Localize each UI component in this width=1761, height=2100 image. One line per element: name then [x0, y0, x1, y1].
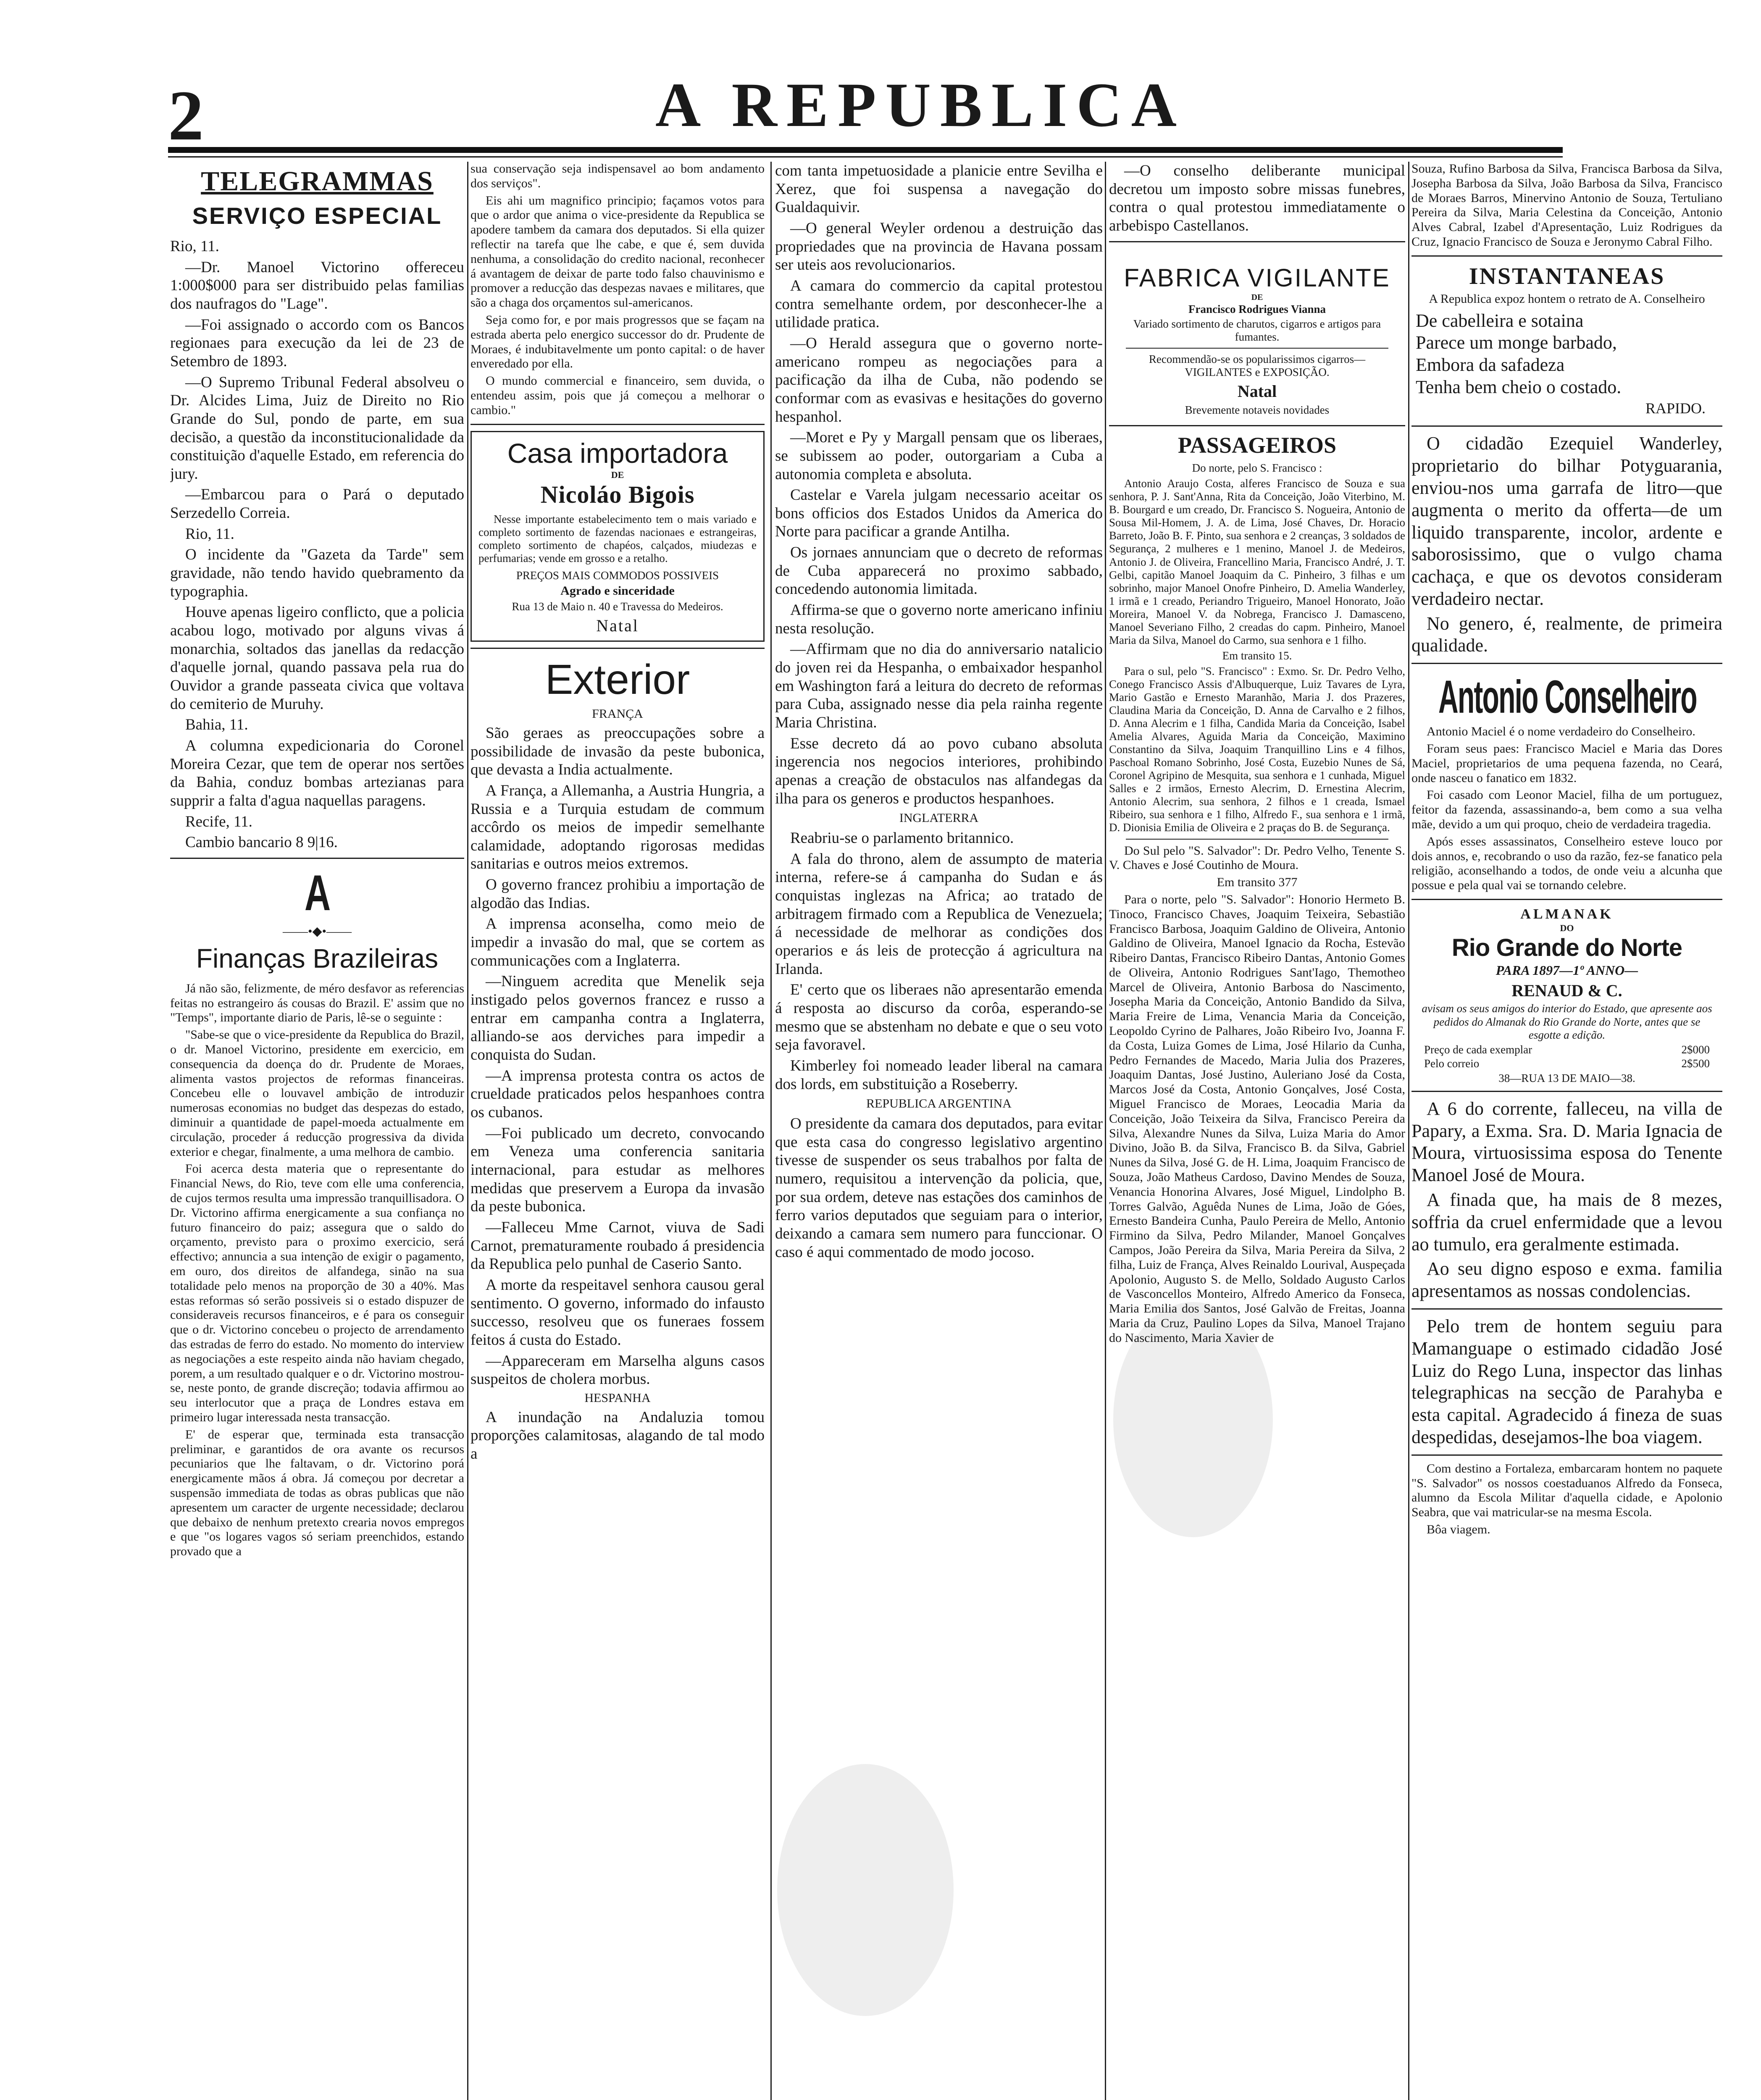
- financas-paragraph: E' de esperar que, terminada esta transacção preliminar, e garantidos de ora avante os recursos pecuniarios que lhe faltavam, o dr. Victorino porá energicamente mãos á obra. Já começou por decretar a suspensão immediata de todas as obras publicas que não apresentem um caracter de urgente necessidade; declarou que debaixo de nenhum pretexto crearia novos empregos e que "os logares vagos só seriam preenchidos, estando provado que a: [170, 1427, 464, 1559]
- financas-continued: Eis ahi um magnifico principio; façamos votos para que o ardor que anima o vice-presidente da Republica se apodere tambem da camara dos deputados. Si ella quizer reflectir na tarefa que lhe cabe, e que é, sem duvida nenhuma, a consolidação do credito nacional, reconhecer á avantagem de deixar de parte todo falso chauvinismo e promover a reducção das despezas navaes e militares, que são a chaga dos orçamentos sul-americanos.: [470, 193, 765, 310]
- obituary-paragraph: A finada que, ha mais de 8 mezes, soffria da cruel enfermidade que a levou ao tumulo, era geralmente estimada.: [1411, 1189, 1722, 1255]
- exterior-paragraph: O governo francez prohibiu a importação de algodão das Indias.: [470, 876, 765, 912]
- telegram-paragraph: —Dr. Manoel Victorino offereceu 1:000$000 para ser distribuido pelas familias dos naufragos do "Lage".: [170, 258, 464, 312]
- almanak-notice: avisam os seus amigos do interior do Estado, que apresente aos pedidos do Almanak do Rio Grande do Norte, antes que se esgotte a edição.: [1422, 1002, 1712, 1041]
- hespanha-paragraph: A inundação na Andaluzia tomou proporções calamitosas, alagando de tal modo a: [470, 1408, 765, 1462]
- section-divider: [1109, 425, 1405, 426]
- page-stain: [1113, 1302, 1273, 1537]
- almanak-price-row: [1424, 1043, 1710, 1056]
- conselheiro-paragraph: Foram seus paes: Francisco Maciel e Maria das Dores Maciel, proprietarios de uma pequena fazenda, no Ceará, onde nasceu o fanatico em 1832.: [1411, 742, 1722, 785]
- page-number: 2: [168, 76, 204, 155]
- page-stain: [777, 1764, 954, 2016]
- passageiros-heading: PASSAGEIROS: [1178, 433, 1337, 458]
- wanderley-paragraph: O cidadão Ezequiel Wanderley, proprietario do bilhar Potyguarania, enviou-nos uma garrafa de litro—que augmenta o merito da offerta—de um liquido transparente, incolor, ardente e saborosissimo, que o vulgo chama cachaça, e que os devotos consideram verdadeiro nectar.: [1411, 433, 1722, 609]
- column-divider: [1408, 162, 1409, 2100]
- post-value: 2$500: [1681, 1057, 1710, 1070]
- almanak-year: PARA 1897—1º ANNO—: [1496, 962, 1638, 978]
- ad-city: Natal: [596, 616, 639, 635]
- financas-paragraph: "Sabe-se que o vice-presidente da Republica do Brazil, o dr. Manoel Victorino, presidente em exercicio, em consequencia da doença do dr. Prudente de Moraes, alimenta vastos projectos de reformas financeiras. Concebeu elle o louvavel ambição de introduzir numerosas economias no budget das despezas do estado, diminuir a quantidade de papel-moeda actualmente em circulação, proceder á reducção progressiva da divida exterior e chegar, finalmente, a uma melhora de cambio.: [170, 1028, 464, 1159]
- obituary-paragraph: Ao seu digno esposo e exma. familia apresentamos as nossas condolencias.: [1411, 1258, 1722, 1302]
- exterior-paragraph: —O general Weyler ordenou a destruição das propriedades que na provincia de Havana possam ser uteis aos revolucionarios.: [775, 219, 1103, 274]
- fabrica-city: Natal: [1237, 382, 1277, 401]
- section-divider: [170, 858, 464, 859]
- trem-paragraph: Pelo trem de hontem seguiu para Mamanguape o estimado cidadão José Luiz do Rego Luna, inspector das linhas telegraphicas na secção de Parahyba e esta capital. Agradecido á fineza de suas despedidas, desejamos-lhe boa viagem.: [1411, 1315, 1722, 1447]
- telegram-paragraph: Houve apenas ligeiro conflicto, que a policia acabou logo, motivado por alguns vivas á monarchia, soltados das janellas da redacção d'aquelle jornal, quando passava pela rua do Ouvidor a grande passeata civica que voltava do cemiterio de Muruhy.: [170, 604, 464, 713]
- inglaterra-paragraph: A fala do throno, alem de assumpto de materia interna, refere-se á campanha do Sudan e ás conquistas inglezas na Africa; ao tratado de arbitragem firmado com a Republica de Venezuela; á necessidade de melhorar as condições dos operarios e ás leis de protecção á agricultura na Irlanda.: [775, 850, 1103, 978]
- poem-signature: RAPIDO.: [1645, 399, 1706, 417]
- section-divider: [1109, 241, 1405, 242]
- exterior-paragraph: com tanta impetuosidade a planicie entre Sevilha e Xerez, que foi suspensa a navegação do Gualdaquivir.: [775, 162, 1103, 216]
- column-1: [170, 162, 464, 2100]
- telegram-paragraph: —Foi assignado o accordo com os Bancos regionaes para execução da lei de 23 de Setembro de 1893.: [170, 316, 464, 370]
- fabrica-line: Brevemente notaveis novidades: [1185, 404, 1330, 417]
- conselheiro-heading-wrap: [1411, 670, 1722, 724]
- exterior-paragraph: —O Herald assegura que o governo norte-americano rompeu as negociações para a pacificação da ilha de Cuba, não podendo se conformar com as evasivas e hesitações do governo hespanhol.: [775, 334, 1103, 425]
- financas-paragraph: Foi acerca desta materia que o representante do Financial News, do Rio, teve com elle uma conferencia, de cujos termos resulta uma impressão tranquillisadora. O Dr. Victorino affirma energicamente a sua confiança no futuro financeiro do paiz; assegura que o saldo do orçamento, previsto para o proximo exercicio, será effectivo; annuncia a sua intenção de exigir o pagamento, em ouro, dos direitos de alfandega, sinão na sua totalidade pelo menos na proporção de 30 a 40%. Mas estas reformas só serão possiveis si o estado dispuzer de consideraveis recursos financeiros, e é para os conseguir que o dr. Victorino concebeu o projecto de arrendamento das estradas de ferro do estado. No momento do interview as negociações a este respeito ainda não haviam chegado, porem, a um resultado qualquer e o dr. Victorino mostrou-se, neste ponto, de grande discreção; todavia affirmou ao seu interlocutor que a praça de Londres estava em primeiro lugar interessada nesta transacção.: [170, 1162, 464, 1424]
- section-divider: [1411, 425, 1722, 427]
- exterior-paragraph: Affirma-se que o governo norte americano infiniu nesta resolução.: [775, 601, 1103, 637]
- exterior-paragraph: —Ninguem acredita que Menelik seja instigado pelos governos francez e russo a entrar em campanha contra a Inglaterra, alliando-se aos derviches para impedir a conquista do Sudan.: [470, 973, 765, 1064]
- exterior-paragraph: —Moret e Py y Margall pensam que os liberaes, se subissem ao poder, outorgariam a Cuba a autonomia completa e absoluta.: [775, 429, 1103, 483]
- section-divider: [470, 648, 765, 649]
- hespanha-heading: HESPANHA: [584, 1391, 651, 1405]
- section-divider: [1411, 899, 1722, 900]
- fabrica-owner: Francisco Rodrigues Vianna: [1188, 303, 1326, 316]
- exterior-paragraph: —Falleceu Mme Carnot, viuva de Sadi Carnot, prematuramente roubado á presidencia da Republica pelo punhal de Caserio Santo.: [470, 1218, 765, 1273]
- telegram-paragraph: O incidente da "Gazeta da Tarde" sem gravidade, não tendo havido quebramento da typographia.: [170, 546, 464, 600]
- instantaneas-heading: INSTANTANEAS: [1469, 263, 1665, 289]
- financas-continued: sua conservação seja indispensavel ao bom andamento dos serviços".: [470, 162, 765, 190]
- fabrica-line: Variado sortimento de charutos, cigarros e artigos para fumantes.: [1133, 318, 1381, 344]
- column-divider: [770, 162, 772, 2100]
- post-label: Pelo correio: [1424, 1057, 1480, 1070]
- section-divider: [1411, 663, 1722, 664]
- ad-title: Casa importadora: [507, 437, 728, 469]
- poem: [1416, 310, 1722, 399]
- ad-service: Agrado e sinceridade: [560, 584, 675, 598]
- financas-paragraph: Já não são, felizmente, de méro desfavor as referencias feitas no estrangeiro ás cousas do Brazil. E' assim que no "Temps", importante diario de Paris, lê-se o seguinte :: [170, 981, 464, 1025]
- poem-line: Parece um monge barbado,: [1416, 332, 1617, 353]
- inglaterra-heading: INGLATERRA: [899, 811, 979, 825]
- section-divider: [1411, 1308, 1722, 1310]
- exterior-paragraph: —O conselho deliberante municipal decretou um imposto sobre missas funebres, contra o qual protestou immediatamente o arbebispo Castellanos.: [1109, 162, 1405, 234]
- passageiros-paragraph: Do norte, pelo S. Francisco :: [1192, 462, 1322, 475]
- inglaterra-paragraph: Kimberley foi nomeado leader liberal na camara dos lords, em substituição a Roseberry.: [775, 1057, 1103, 1093]
- exterior-paragraph: Castelar e Varela julgam necessario aceitar os bons officios dos Estados Unidos da America do Norte para pacificar a grande Antilha.: [775, 486, 1103, 541]
- poem-line: Tenha bem cheio o costado.: [1416, 377, 1622, 398]
- fabrica-title: FABRICA VIGILANTE: [1124, 263, 1390, 292]
- exterior-paragraph: —Appareceram em Marselha alguns casos suspeitos de cholera morbus.: [470, 1352, 765, 1388]
- passageiros-paragraph: Antonio Araujo Costa, alferes Francisco de Souza e sua senhora, P. J. Sant'Anna, Rita da Conceição, João Viterbino, M. B. Bourgard e um creado, Dr. Francisco S. Nogueira, Antonio de Sousa Mil-Homem, J. A. de Lima, José Chaves, Dr. Horacio Barreto, João B. F. Pinto, sua senhora e 2 creanças, 3 soldados de Segurança, 2 mulheres e 1 menino, Manoel J. de Medeiros, Antonio J. de Oliveira, Francellino Maria, Francisco André, J. T. Gelbi, capitão Manoel Joaquim da C. Pinheiro, 3 filhas e um sobrinho, major Manoel Onofre Pinheiro, D. Amelia Wanderley, 1 irmã e 1 creado, Periandro Trigueiro, Manoel Honorato, João Moreira, Manoel V. da Nobrega, Francisco J. Damasceno, Manoel Severiano Filho, 2 creadas do capm. Pinheiro, Manoel Maria da Silva, Manoel do Carmo, sua senhora e 1 filho.: [1109, 477, 1405, 646]
- column-4: [1109, 162, 1405, 2100]
- column-2: [470, 162, 765, 2100]
- price-value: 2$000: [1681, 1043, 1710, 1056]
- almanak-address: 38—RUA 13 DE MAIO—38.: [1498, 1071, 1635, 1084]
- ornament-divider: ——•◆•——: [282, 924, 352, 938]
- ad-prices: PREÇOS MAIS COMMODOS POSSIVEIS: [516, 569, 719, 582]
- exterior-paragraph: A imprensa aconselha, como meio de impedir a invasão do mal, que se cortem as communicações com a Inglaterra.: [470, 915, 765, 969]
- exterior-paragraph: A morte da respeitavel senhora causou geral sentimento. O governo, informado do infausto successo, resolveu que os funeraes fossem feitos á custa do Estado.: [470, 1276, 765, 1349]
- section-divider: [1411, 255, 1722, 257]
- telegram-paragraph: Cambio bancario 8 9|16.: [185, 834, 338, 851]
- ad-de: DE: [611, 470, 624, 480]
- exterior-paragraph: —Foi publicado um decreto, convocando em Veneza uma conferencia sanitaria internacional, para estudar as melhores medidas que preservem a Europa da invasão da peste bubonica.: [470, 1124, 765, 1215]
- casa-importadora-ad: [470, 431, 765, 642]
- telegrammas-heading: TELEGRAMMAS: [201, 166, 434, 197]
- instantaneas-intro: A Republica expoz hontem o retrato de A. Conselheiro: [1429, 291, 1705, 306]
- column-5: [1411, 162, 1722, 2100]
- financas-continued: O mundo commercial e financeiro, sem duvida, o entendeu assim, pois que já começou a melhorar o cambio.": [470, 374, 765, 417]
- republica-heading-wrap: [170, 865, 464, 921]
- conselheiro-paragraph: Foi casado com Leonor Maciel, filha de um portuguez, feitor da fazenda, assassinando-a, bem como a sua velha mãe, devido a um qui proquo, cheio de verdadeira tragedia.: [1411, 788, 1722, 832]
- passageiros-paragraph: Para o sul, pelo "S. Francisco" : Exmo. Sr. Dr. Pedro Velho, Conego Francisco Assis d'Albuquerque, Luiz Tavares de Lyra, Mario Gastão e Ernesto Maranhão, Maria J. dos Prazeres, Claudina Maria da Conceição, D. Anna de Carvalho e 2 filhos, D. Anna Alecrim e 1 filha, Candida Maria da Conceição, Isabel Amelia Alvares, Aguida Maria da Conceição, Maximino Constantino da Silva, Joaquim Tranquillino Lins e 4 filhos, Paschoal Romano Sobrinho, José Costa, Euzebio Nunes de Sá, Coronel Agripino de Mesquita, sua senhora e 1 cunhada, Miguel Salles e 2 irmãos, Ernesto Alecrim, D. Ernestina Alecrim, Antonio Alecrim, sua senhora, 2 filhos e 1 creada, Ismael Ribeiro, sua senhora e 1 filho, Alfredo F., sua senhora e 1 irmã, D. Dionisia Emilia de Oliveira e 2 praças do B. de Segurança.: [1109, 664, 1405, 834]
- exterior-paragraph: Esse decreto dá ao povo cubano absoluta ingerencia nos negocios interiores, prohibindo apenas a creação de obstaculos nas alfandegas da ilha para os generos e productos hespanhoes.: [775, 735, 1103, 807]
- poem-line: De cabelleira e sotaina: [1416, 310, 1584, 331]
- telegram-paragraph: —O Supremo Tribunal Federal absolveu o Dr. Alcides Lima, Juiz de Direito no Rio Grande do Sul, pondo de parte, em sua decisão, a questão da inconstitucionalidade da constituição d'aquelle Estado, em referencia do jury.: [170, 373, 464, 483]
- exterior-paragraph: A França, a Allemanha, a Austria Hungria, a Russia e a Turquia estudam de commum accôrdo os meios de impedir semelhante calamidade, adoptando rigorosas medidas sanitarias e outros meios extremos.: [470, 782, 765, 873]
- exterior-paragraph: A camara do commercio da capital protestou contra semelhante ordem, por desconhecer-lhe a utilidade pratica.: [775, 277, 1103, 331]
- almanak-do: DO: [1560, 923, 1574, 934]
- telegram-paragraph: Rio, 11.: [170, 237, 219, 255]
- exterior-paragraph: —Affirmam que no dia do anniversario natalicio do joven rei da Hespanha, o embaixador hespanhol em Washington fará a leitura do decreto de reformas para Cuba, assignado nesse dia pela rainha regente Maria Christina.: [775, 640, 1103, 732]
- almanak-post-row: [1424, 1057, 1710, 1070]
- masthead-rule-thin: [168, 156, 1563, 158]
- ad-address: Rua 13 de Maio n. 40 e Travessa do Medeiros.: [512, 600, 723, 613]
- passageiros-paragraph: Em transito 15.: [1222, 649, 1292, 662]
- section-divider: [1411, 1454, 1722, 1456]
- passageiros-paragraph: Para o norte, pelo "S. Salvador": Honorio Hermeto B. Tinoco, Francisco Chaves, Joaquim Teixeira, Sebastião Francisco Barbosa, Joaquim Galdino de Oliveira, Antonio Galdino de Oliveira, Manoel Ignacio da Rocha, Estevão Ribeiro Dantas, Francisco Ribeiro Dantas, Antonio Gomes de Oliveira, Antonio Rodrigues Sant'Iago, Themotheo Marcel de Oliveira, Antonio Barbosa do Nascimento, Josepha Maria da Conceição, Antonio Bandido da Silva, Maria Freire de Lima, Venancia Maria da Conceição, Leopoldo Cyrino de Palhares, João Ribeiro Ivo, Joanna F. da Costa, Luiza Gomes de Lima, José Hilario da Cunha, Pedro Fernandes de Macedo, Maria Julia dos Prazeres, Joaquim Dantas, José Justino, Auleriano José da Costa, Marcos José da Costa, Antonio Gonçalves, José Costa, Miguel Francisco de Moraes, Leocadia Maria da Conceição, João Teixeira da Silva, Francisco Pereira da Silva, Alexandre Nunes da Silva, Luiza Maria do Amor Divino, João B. da Silva, Francisco B. da Silva, Gabriel Nunes da Silva, José G. de H. Lima, Joaquim Francisco de Souza, João Matheus Cardoso, Davino Mendes de Souza, Venancia Honorina Alvares, José Miguel, Lindolpho B. Torres Galvão, Aguêda Nunes de Lima, João de Góes, Ernesto Bandeira Cunha, Paulo Pereira de Mello, Antonio Firmino da Silva, Pedro Milander, Manoel Gonçalves Campos, João Pereira da Silva, Maria Pereira da Silva, 2 filha, Luiz de França, Alves Reinaldo Lourival, Auspeçada Apolonio, Augusto S. de Mello, Soldado Augusto Carlos de Vasconcellos Monteiro, Alfredo Americo da Fonseca, Maria Emilia dos Santos, José Galvão de Freitas, Joanna Maria da Cruz, Paulino Lopes da Silva, Manoel Trajano do Nascimento, Maria Xavier de: [1109, 892, 1405, 1345]
- almanak-publisher: RENAUD & C.: [1511, 981, 1622, 1000]
- almanak-name: Rio Grande do Norte: [1451, 934, 1682, 962]
- passageiros-paragraph: Do Sul pelo "S. Salvador": Dr. Pedro Velho, Tenente S. V. Chaves e José Coutinho de Moura.: [1109, 843, 1405, 872]
- column-divider: [467, 162, 468, 2100]
- fortaleza-paragraph: Com destino a Fortaleza, embarcaram hontem no paquete "S. Salvador" os nossos coestaduanos Alfredo da Fonseca, alumno da Escola Militar d'aquella cidade, e Apolonio Seabra, que vai matricular-se na mesma Escola.: [1411, 1461, 1722, 1520]
- section-divider: [470, 424, 765, 425]
- ad-owner: Nicoláo Bigois: [540, 481, 695, 509]
- almanak-ad: [1411, 906, 1722, 1085]
- section-divider: [1411, 1091, 1722, 1092]
- conselheiro-paragraph: Antonio Maciel é o nome verdadeiro do Conselheiro.: [1427, 724, 1695, 739]
- wanderley-paragraph: No genero, é, realmente, de primeira qualidade.: [1411, 613, 1722, 656]
- masthead-rule: [168, 147, 1563, 153]
- thin-divider: [1126, 348, 1388, 349]
- fabrica-vigilante-ad: [1109, 263, 1405, 417]
- ad-body: Nesse importante estabelecimento tem o mais variado e completo sortimento de fazendas nacionaes e estrangeiras, completo sortimento de chapéos, calçados, miudezas e perfumarias; vende em grosso e a retalho.: [478, 512, 757, 564]
- telegram-paragraph: Bahia, 11.: [185, 716, 248, 734]
- exterior-paragraph: Os jornaes annunciam que o decreto de reformas de Cuba apparecerá no proximo sabbado, concedendo autonomia limitada.: [775, 544, 1103, 598]
- passageiros-paragraph: Em transito 377: [1217, 875, 1298, 890]
- obituary-paragraph: A 6 do corrente, falleceu, na villa de Papary, a Exma. Sra. D. Maria Ignacia de Moura, virtuosissima esposa do Tenente Manoel José de Moura.: [1411, 1098, 1722, 1186]
- thin-divider: [1126, 839, 1388, 840]
- exterior-paragraph: —A imprensa protesta contra os actos de crueldade praticados pelos hespanhoes contra os cubanos.: [470, 1067, 765, 1121]
- passageiros-continued: Souza, Rufino Barbosa da Silva, Francisca Barbosa da Silva, Josepha Barbosa da Silva, João Barbosa da Silva, Francisco de Moraes Barros, Minervino Antonio de Souza, Tertuliano Pereira da Silva, Maria Celestina da Conceição, Antonio Alves Cabral, Izabel d'Apresentação, Luiz Rodrigues da Cruz, Ignacio Francisco de Souza e Jeronymo Cabral Filho.: [1411, 162, 1722, 249]
- republica-heading: A: [304, 864, 330, 921]
- masthead-title: A REPUBLICA: [655, 70, 1186, 140]
- conselheiro-paragraph: Após esses assassinatos, Conselheiro esteve louco por dois annos, e, recobrando o uso da razão, fez-se fanatico pela religião, aconselhando a todos, de onde veiu a alcunha que possue e pela qual vai se tornando celebre.: [1411, 834, 1722, 892]
- argentina-paragraph: O presidente da camara dos deputados, para evitar que esta casa do congresso legislativo argentino tivesse de suspender os seus trabalhos por falta de numero, requisitou a intervenção da policia, que, por sua ordem, deteve nas estações dos caminhos de ferro varios deputados que seguiam para o interior, deixando a camara sem numero para funccionar. O caso é aqui commentado de modo jocoso.: [775, 1115, 1103, 1261]
- financas-continued: Seja como for, e por mais progressos que se façam na estrada aberta pelo energico successor do dr. Prudente de Moraes, é indubitavelmente um ponto capital: o de haver enveredado por ella.: [470, 312, 765, 371]
- financas-heading: Finanças Brazileiras: [196, 943, 439, 974]
- almanak-title: ALMANAK: [1520, 906, 1614, 922]
- conselheiro-heading: Antonio Conselheiro: [1438, 671, 1697, 723]
- telegram-paragraph: A columna expedicionaria do Coronel Moreira Cezar, que tem de operar nos sertões da Bahia, conduz bombas artezianas para supprir a falta d'agua naquellas paragens.: [170, 737, 464, 809]
- price-label: Preço de cada exemplar: [1424, 1043, 1532, 1056]
- telegram-paragraph: Recife, 11.: [185, 813, 252, 830]
- poem-line: Embora da safadeza: [1416, 354, 1565, 375]
- servico-heading: SERVIÇO ESPECIAL: [192, 202, 442, 229]
- telegram-paragraph: Rio, 11.: [185, 525, 234, 543]
- telegram-paragraph: —Embarcou para o Pará o deputado Serzedello Correia.: [170, 486, 464, 522]
- fabrica-line: Recommendão-se os popularissimos cigarros—VIGILANTES e EXPOSIÇÃO.: [1149, 353, 1366, 379]
- column-divider: [1105, 162, 1106, 2100]
- fortaleza-closing: Bôa viagem.: [1427, 1522, 1490, 1536]
- fabrica-de: DE: [1251, 293, 1263, 302]
- argentina-heading: REPUBLICA ARGENTINA: [866, 1097, 1012, 1111]
- exterior-heading: Exterior: [545, 656, 690, 704]
- franca-heading: FRANÇA: [592, 707, 643, 721]
- exterior-paragraph: São geraes as preoccupações sobre a possibilidade de invasão da peste bubonica, que devasta a India actualmente.: [470, 724, 765, 779]
- inglaterra-paragraph: E' certo que os liberaes não apresentarão emenda á resposta ao discurso da corôa, esperando-se mesmo que se abstenham no debate e que o seu voto seja favoravel.: [775, 981, 1103, 1054]
- inglaterra-paragraph: Reabriu-se o parlamento britannico.: [790, 830, 1014, 847]
